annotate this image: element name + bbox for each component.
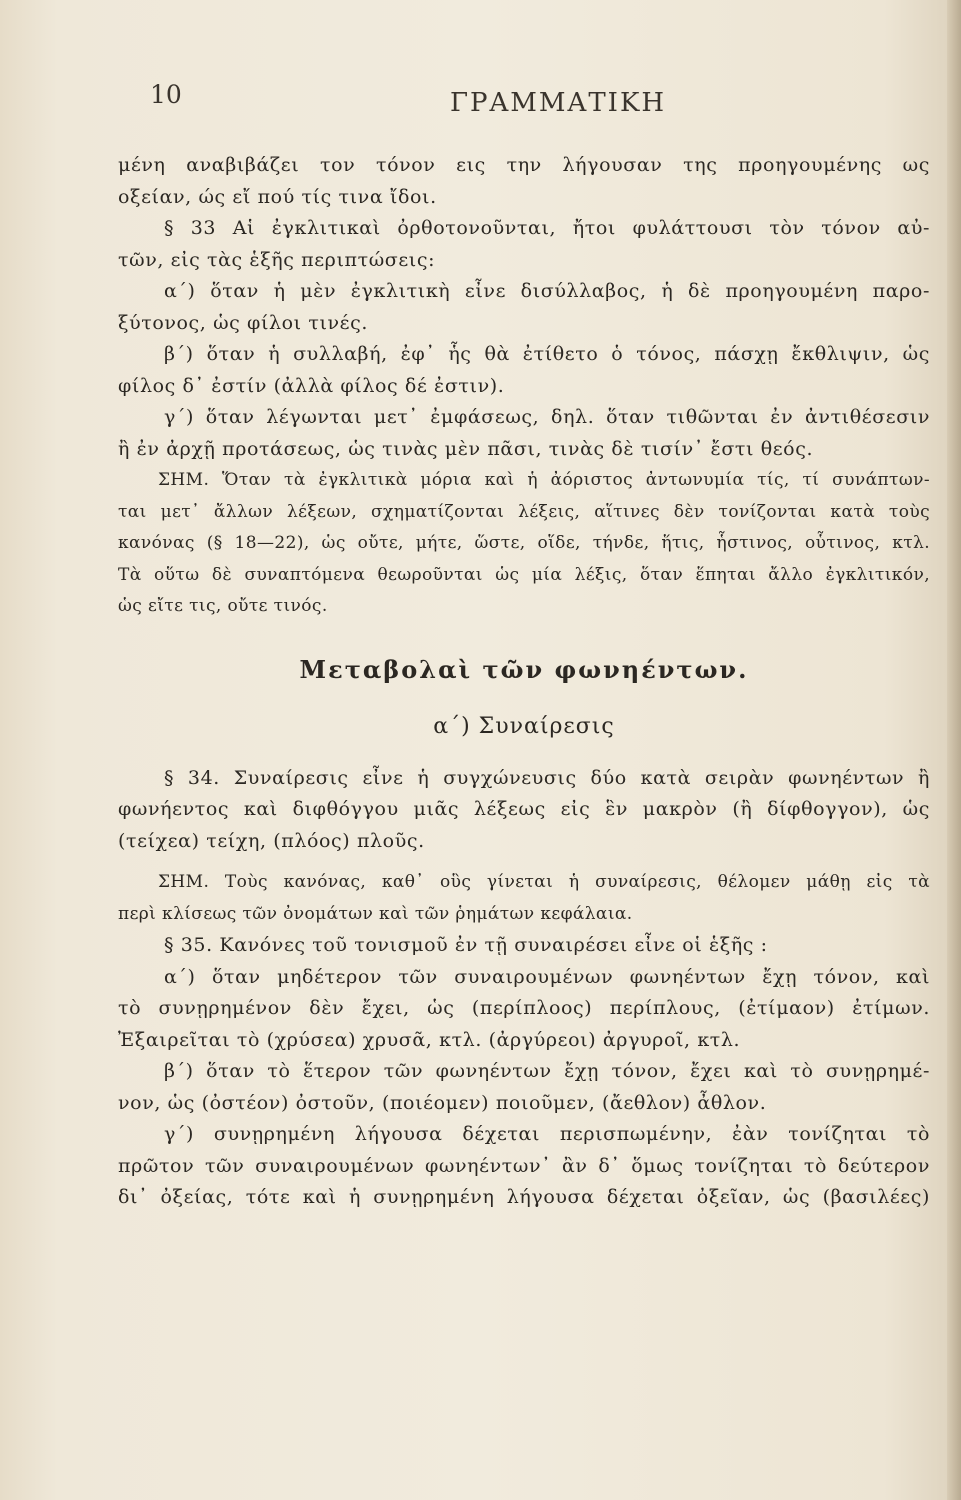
text-line: περὶ κλίσεως τῶν ὀνομάτων καὶ τῶν ῥημάτων κεφάλαια.: [118, 903, 633, 924]
subsection-heading: α΄) Συναίρεσις: [433, 713, 615, 739]
text-line: ται μετ᾽ ἄλλων λέξεων, σχηματίζονται λέξεις, αἵτινες δὲν τονίζονται κατὰ τοὺς: [118, 501, 930, 522]
text-line: Τὰ οὕτω δὲ συναπτόμενα θεωροῦνται ὡς μία λέξις, ὅταν ἕπηται ἄλλο ἐγκλιτικόν,: [118, 564, 930, 585]
rule-alpha: α΄) ὅταν μηδέτερον τῶν συναιρουμένων φωνηέντων ἔχῃ τόνον, καὶ: [164, 965, 930, 988]
text-line: νον, ὡς (ὀστέον) ὀστοῦν, (ποιέομεν) ποιοῦμεν, (ἄεθλον) ἆθλον.: [118, 1091, 767, 1114]
text-line: φωνήεντος καὶ διφθόγγου μιᾶς λέξεως εἰς ἓν μακρὸν (ἢ δίφθογγον), ὡς: [118, 798, 930, 820]
section-34-paragraph: § 34. Συναίρεσις εἶνε ἡ συγχώνευσις δύο κατὰ σειρὰν φωνηέντων ἢ: [164, 766, 930, 789]
text-line: ἢ ἐν ἀρχῇ προτάσεως, ὡς τινὰς μὲν πᾶσι, τινὰς δὲ τισίν᾽ ἔστι θεός.: [118, 437, 814, 460]
running-title: ΓΡΑΜΜΑΤΙΚΗ: [450, 88, 667, 118]
text-line: τῶν, εἰς τὰς ἑξῆς περιπτώσεις:: [118, 248, 436, 271]
text-line: (τείχεα) τείχη, (πλόος) πλοῦς.: [118, 829, 425, 852]
rule-beta: β΄) ὅταν τὸ ἕτερον τῶν φωνηέντων ἔχῃ τόνον, ἔχει καὶ τὸ συνῃρημέ-: [164, 1060, 930, 1082]
note-paragraph: ΣΗΜ. Τοὺς κανόνας, καθ᾽ οὓς γίνεται ἡ συναίρεσις, θέλομεν μάθῃ εἰς τὰ: [158, 872, 930, 892]
text-line: οξείαν, ώς εἴ πού τίς τινα ἴδοι.: [118, 185, 437, 208]
text-line: ὡς εἴτε τις, οὔτε τινός.: [118, 596, 328, 616]
section-heading: Μεταβολαὶ τῶν φωνηέντων.: [299, 654, 749, 684]
text-line: τὸ συνῃρημένον δὲν ἔχει, ὡς (περίπλοος) περίπλους, (ἐτίμαον) ἐτίμων.: [118, 997, 930, 1019]
text-line: μένη αναβιβάζει τον τόνον εις την λήγουσαν της προηγουμένης ως: [118, 154, 930, 176]
section-35-paragraph: § 35. Κανόνες τοῦ τονισμοῦ ἐν τῇ συναιρέσει εἶνε οἱ ἑξῆς :: [164, 934, 768, 956]
section-33-paragraph: § 33 Αἱ ἐγκλιτικαὶ ὀρθοτονοῦνται, ἤτοι φυλάττουσι τὸν τόνον αὐ-: [164, 217, 930, 239]
case-alpha: α΄) ὅταν ἡ μὲν ἐγκλιτικὴ εἶνε δισύλλαβος, ἡ δὲ προηγουμένη παρο-: [164, 280, 930, 302]
text-line: ξύτονος, ὡς φίλοι τινές.: [118, 311, 369, 334]
text-line: κανόνας (§ 18—22), ὡς οὔτε, μήτε, ὥστε, οἵδε, τήνδε, ἥτις, ἧστινος, οὗτινος, κτλ.: [118, 533, 930, 553]
rule-gamma: γ΄) συνῃρημένη λήγουσα δέχεται περισπωμένην, ἐὰν τονίζηται τὸ: [164, 1123, 930, 1145]
text-line: Ἐξαιρεῖται τὸ (χρύσεα) χρυσᾶ, κτλ. (ἀργύρεοι) ἀργυροῖ, κτλ.: [118, 1028, 741, 1051]
text-line: φίλος δ᾽ ἐστίν (ἀλλὰ φίλος δέ ἐστιν).: [118, 374, 505, 397]
text-line: πρῶτον τῶν συναιρουμένων φωνηέντων᾽ ἂν δ᾽ ὅμως τονίζηται τὸ δεύτερον: [118, 1154, 930, 1177]
page-body: [118, 150, 930, 1214]
case-gamma: γ΄) ὅταν λέγωνται μετ᾽ ἐμφάσεως, δηλ. ὅταν τιθῶνται ἐν ἀντιθέσεσιν: [164, 406, 930, 428]
case-beta: β΄) ὅταν ἡ συλλαβή, ἐφ᾽ ἧς θὰ ἐτίθετο ὁ τόνος, πάσχῃ ἔκθλιψιν, ὡς: [164, 343, 930, 365]
page-number: 10: [150, 80, 182, 109]
text-line: δι᾽ ὀξείας, τότε καὶ ἡ συνῃρημένη λήγουσα δέχεται ὀξεῖαν, ὡς (βασιλέες): [118, 1186, 930, 1208]
note-paragraph: ΣΗΜ. Ὅταν τὰ ἐγκλιτικὰ μόρια καὶ ἡ ἀόριστος ἀντωνυμία τίς, τί συνάπτων-: [158, 470, 930, 490]
page-edge: [947, 0, 961, 1500]
